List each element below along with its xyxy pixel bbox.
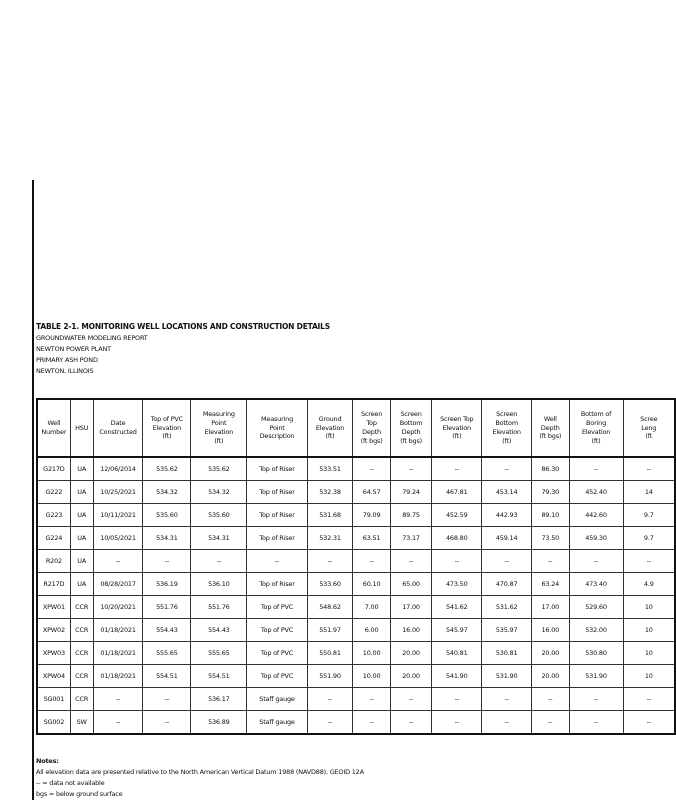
table-cell: UA [70,527,93,550]
subtitle-line: GROUNDWATER MODELING REPORT [36,334,148,342]
table-cell: 530.81 [482,642,532,665]
table-cell: 20.00 [390,665,432,688]
column-header-line: (ft) [502,436,512,445]
table-cell: 64.57 [353,481,390,504]
column-header-line: HSU [75,423,89,432]
table-cell: 20.00 [532,665,569,688]
column-header [307,399,353,457]
column-header [390,399,432,457]
table-cell: -- [623,457,675,481]
note-line: bgs = below ground surface [36,790,123,798]
well-number-cell: R217D [37,573,70,596]
table-cell: 531.68 [307,504,353,527]
table-cell: 08/28/2017 [93,573,143,596]
table-cell: Staff gauge [247,711,307,735]
table-cell: Top of PVC [247,619,307,642]
column-header-line: Measuring [261,414,294,423]
table-cell: 467.81 [432,481,482,504]
table-cell: 6.00 [353,619,390,642]
table-cell: 548.62 [307,596,353,619]
table-cell: 545.97 [432,619,482,642]
table-cell: 453.14 [482,481,532,504]
column-header-line: Constructed [99,428,137,436]
column-header-line: Depth [362,428,381,436]
table-cell: 530.80 [569,642,623,665]
table-cell: 468.80 [432,527,482,550]
table-cell: -- [432,550,482,573]
table-row [37,527,675,550]
column-header-line: Point [211,419,227,428]
table-cell: CCR [70,642,93,665]
table-cell: Top of PVC [247,642,307,665]
column-header [482,399,532,457]
table-row [37,619,675,642]
subtitle-line: PRIMARY ASH POND [36,356,98,364]
table-cell: 531.90 [569,665,623,688]
page-left-rule [32,180,34,800]
table-row [37,596,675,619]
table-cell: CCR [70,665,93,688]
column-header-line: Screen [400,410,422,419]
table-cell: 442.93 [482,504,532,527]
table-cell: 473.40 [569,573,623,596]
table-cell: 554.51 [191,665,247,688]
table-cell: -- [143,550,191,573]
table-cell: 551.90 [307,665,353,688]
table-cell: -- [353,688,390,711]
table-cell: -- [390,711,432,735]
table-row [37,711,675,735]
table-cell: CCR [70,688,93,711]
table-cell: 10.00 [353,665,390,688]
table-cell: 12/06/2014 [93,457,143,481]
table-cell: 89.75 [390,504,432,527]
column-header-line: Well [47,419,61,428]
well-number-cell: G217D [37,457,70,481]
table-cell: -- [390,550,432,573]
table-cell: 10/25/2021 [93,481,143,504]
table-cell: -- [432,688,482,711]
column-header-line: (ft bgs) [400,436,423,445]
column-header-line: Elevation [152,423,182,432]
notes-title: Notes: [36,757,59,765]
table-cell: 531.90 [482,665,532,688]
table-cell: 79.09 [353,504,390,527]
table-cell: 541.62 [432,596,482,619]
table-cell: -- [569,711,623,735]
column-header-line: Number [41,428,67,436]
table-cell: 532.00 [569,619,623,642]
table-cell: Top of Riser [247,504,307,527]
table-cell: 554.51 [143,665,191,688]
column-header-line: (ft [645,432,653,441]
table-row [37,504,675,527]
column-header [70,399,93,457]
well-number-cell: SG001 [37,688,70,711]
column-header-line: (ft) [325,432,335,441]
table-cell: 01/18/2021 [93,665,143,688]
table-cell: 79.30 [532,481,569,504]
table-title: TABLE 2-1. MONITORING WELL LOCATIONS AND CONSTRUCTION DETAILS [36,322,330,331]
note-line: -- = data not available [36,779,105,787]
table-cell: -- [93,688,143,711]
table-cell: 14 [623,481,675,504]
table-cell: 86.30 [532,457,569,481]
table-cell: 535.60 [191,504,247,527]
column-header-line: Elevation [204,428,234,436]
table-cell: 01/18/2021 [93,642,143,665]
column-header-line: (ft) [452,432,462,441]
table-cell: UA [70,573,93,596]
table-cell: -- [532,550,569,573]
well-number-cell: G223 [37,504,70,527]
table-cell: 60.10 [353,573,390,596]
table-cell: 533.51 [307,457,353,481]
table-row [37,481,675,504]
table-cell: -- [307,711,353,735]
table-cell: -- [623,688,675,711]
column-header [623,399,675,457]
well-number-cell: XPW02 [37,619,70,642]
table-cell: 534.32 [191,481,247,504]
table-cell: UA [70,457,93,481]
column-header-line: Bottom [399,419,423,428]
column-header [532,399,569,457]
table-cell: Top of Riser [247,457,307,481]
table-cell: -- [532,688,569,711]
table-cell: 555.65 [191,642,247,665]
table-cell: 533.60 [307,573,353,596]
table-cell: 10 [623,619,675,642]
table-cell: -- [93,550,143,573]
column-header-line: Leng [641,423,657,432]
table-cell: CCR [70,619,93,642]
table-cell: 16.00 [390,619,432,642]
column-header-line: Boring [586,419,606,428]
well-number-cell: XPW03 [37,642,70,665]
table-row [37,665,675,688]
table-cell: 535.62 [143,457,191,481]
table-cell: -- [432,711,482,735]
table-cell: 17.00 [532,596,569,619]
well-number-cell: R202 [37,550,70,573]
table-cell: 01/18/2021 [93,619,143,642]
table-cell: -- [482,457,532,481]
column-header-line: Top [366,419,377,428]
table-cell: 551.76 [143,596,191,619]
table-cell: 550.81 [307,642,353,665]
column-header-line: Date [110,419,126,428]
column-header-line: Screen [496,410,518,419]
column-header-line: Well [543,414,557,423]
table-cell: 536.19 [143,573,191,596]
table-cell: -- [143,711,191,735]
table-cell: 536.17 [191,688,247,711]
column-header-line: Measuring [202,410,235,419]
column-header-line: (ft) [162,432,172,441]
note-line: All elevation data are presented relative to the North American Vertical Datum 1988 (NAVD88), GEOID 12A [36,768,364,776]
table-cell: -- [307,688,353,711]
table-cell: 536.10 [191,573,247,596]
well-number-cell: SG002 [37,711,70,735]
table-cell: 532.31 [307,527,353,550]
table-cell: SW [70,711,93,735]
table-cell: 459.30 [569,527,623,550]
table-cell: Top of Riser [247,481,307,504]
column-header-line: Depth [540,423,560,432]
table-cell: 10.00 [353,642,390,665]
table-row [37,688,675,711]
column-header-line: Depth [401,428,421,436]
table-cell: -- [353,457,390,481]
table-cell: 10/11/2021 [93,504,143,527]
well-number-cell: XPW04 [37,665,70,688]
table-cell: 554.43 [191,619,247,642]
table-cell: 541.90 [432,665,482,688]
table-cell: 10 [623,596,675,619]
table-cell: 63.51 [353,527,390,550]
table-cell: 73.50 [532,527,569,550]
table-cell: 10 [623,642,675,665]
table-cell: 554.43 [143,619,191,642]
table-cell: 79.24 [390,481,432,504]
table-cell: -- [143,688,191,711]
well-number-cell: G222 [37,481,70,504]
column-header-line: Bottom [495,419,518,428]
column-header-line: Ground [318,414,342,423]
table-cell: -- [482,550,532,573]
subtitle-line: NEWTON POWER PLANT [36,345,111,353]
column-header-line: Elevation [581,428,611,436]
table-cell: 534.31 [143,527,191,550]
subtitle-line: NEWTON, ILLINOIS [36,367,94,375]
column-header-line: (ft) [214,436,224,445]
table-cell: 4.9 [623,573,675,596]
column-header-line: Description [259,432,295,441]
monitoring-well-table [36,398,676,735]
table-cell: 20.00 [390,642,432,665]
table-cell: 10/05/2021 [93,527,143,550]
table-cell: 555.65 [143,642,191,665]
table-row [37,457,675,481]
table-cell: 16.00 [532,619,569,642]
table-cell: 9.7 [623,504,675,527]
column-header-line: Screen Top [440,414,474,423]
table-cell: -- [390,457,432,481]
table-cell: 452.40 [569,481,623,504]
table-cell: 473.50 [432,573,482,596]
table-cell: 10/20/2021 [93,596,143,619]
column-header-line: (ft bgs) [539,432,562,441]
column-header [353,399,390,457]
well-number-cell: G224 [37,527,70,550]
table-row [37,550,675,573]
table-header-block [36,321,330,377]
table-cell: 535.60 [143,504,191,527]
column-header [93,399,143,457]
column-header [247,399,307,457]
table-cell: 531.62 [482,596,532,619]
table-cell: -- [191,550,247,573]
column-header [37,399,70,457]
column-header-line: Screen [361,410,383,419]
table-cell: -- [247,550,307,573]
table-cell: 442.60 [569,504,623,527]
table-cell: UA [70,550,93,573]
table-cell: -- [390,688,432,711]
table-cell: CCR [70,596,93,619]
column-header-line: (ft bgs) [360,436,383,445]
table-cell: -- [353,711,390,735]
column-header [143,399,191,457]
table-row [37,642,675,665]
table-cell: -- [307,550,353,573]
table-cell: -- [623,550,675,573]
column-header-line: (ft) [591,436,601,445]
column-header-line: Point [269,423,285,432]
table-cell: 535.62 [191,457,247,481]
table-cell: 17.00 [390,596,432,619]
table-cell: -- [93,711,143,735]
table-cell: -- [569,688,623,711]
column-header-line: Bottom of [580,410,612,419]
table-cell: 65.00 [390,573,432,596]
table-cell: 534.31 [191,527,247,550]
well-number-cell: XPW01 [37,596,70,619]
table-cell: 9.7 [623,527,675,550]
table-cell: 452.59 [432,504,482,527]
table-cell: 532.38 [307,481,353,504]
column-header [432,399,482,457]
table-cell: -- [432,457,482,481]
table-cell: Top of Riser [247,573,307,596]
table-cell: UA [70,504,93,527]
table-cell: -- [353,550,390,573]
table-cell: 470.87 [482,573,532,596]
table-cell: -- [482,711,532,735]
table-cell: 535.97 [482,619,532,642]
column-header-line: Elevation [492,428,521,436]
table-cell: 551.97 [307,619,353,642]
table-cell: 10 [623,665,675,688]
column-header [191,399,247,457]
table-cell: 73.17 [390,527,432,550]
column-header [569,399,623,457]
table-cell: Top of Riser [247,527,307,550]
table-cell: Top of PVC [247,665,307,688]
table-cell: 63.24 [532,573,569,596]
table-cell: -- [569,550,623,573]
table-cell: 551.76 [191,596,247,619]
table-cell: 7.00 [353,596,390,619]
column-header-line: Scree [640,414,658,423]
table-cell: -- [482,688,532,711]
notes-block [36,756,364,800]
table-cell: 529.60 [569,596,623,619]
table-header-row [37,399,675,457]
table-cell: 20.00 [532,642,569,665]
table-row [37,573,675,596]
table-cell: 89.10 [532,504,569,527]
table-cell: -- [532,711,569,735]
table-cell: UA [70,481,93,504]
column-header-line: Elevation [442,423,471,432]
table-cell: Top of PVC [247,596,307,619]
column-header-line: Elevation [315,423,345,432]
table-cell: -- [623,711,675,735]
table-cell: 536.89 [191,711,247,735]
table-cell: 540.81 [432,642,482,665]
table-cell: 534.32 [143,481,191,504]
table-cell: 459.14 [482,527,532,550]
table-cell: -- [569,457,623,481]
column-header-line: Top of PVC [150,414,184,423]
table-cell: Staff gauge [247,688,307,711]
